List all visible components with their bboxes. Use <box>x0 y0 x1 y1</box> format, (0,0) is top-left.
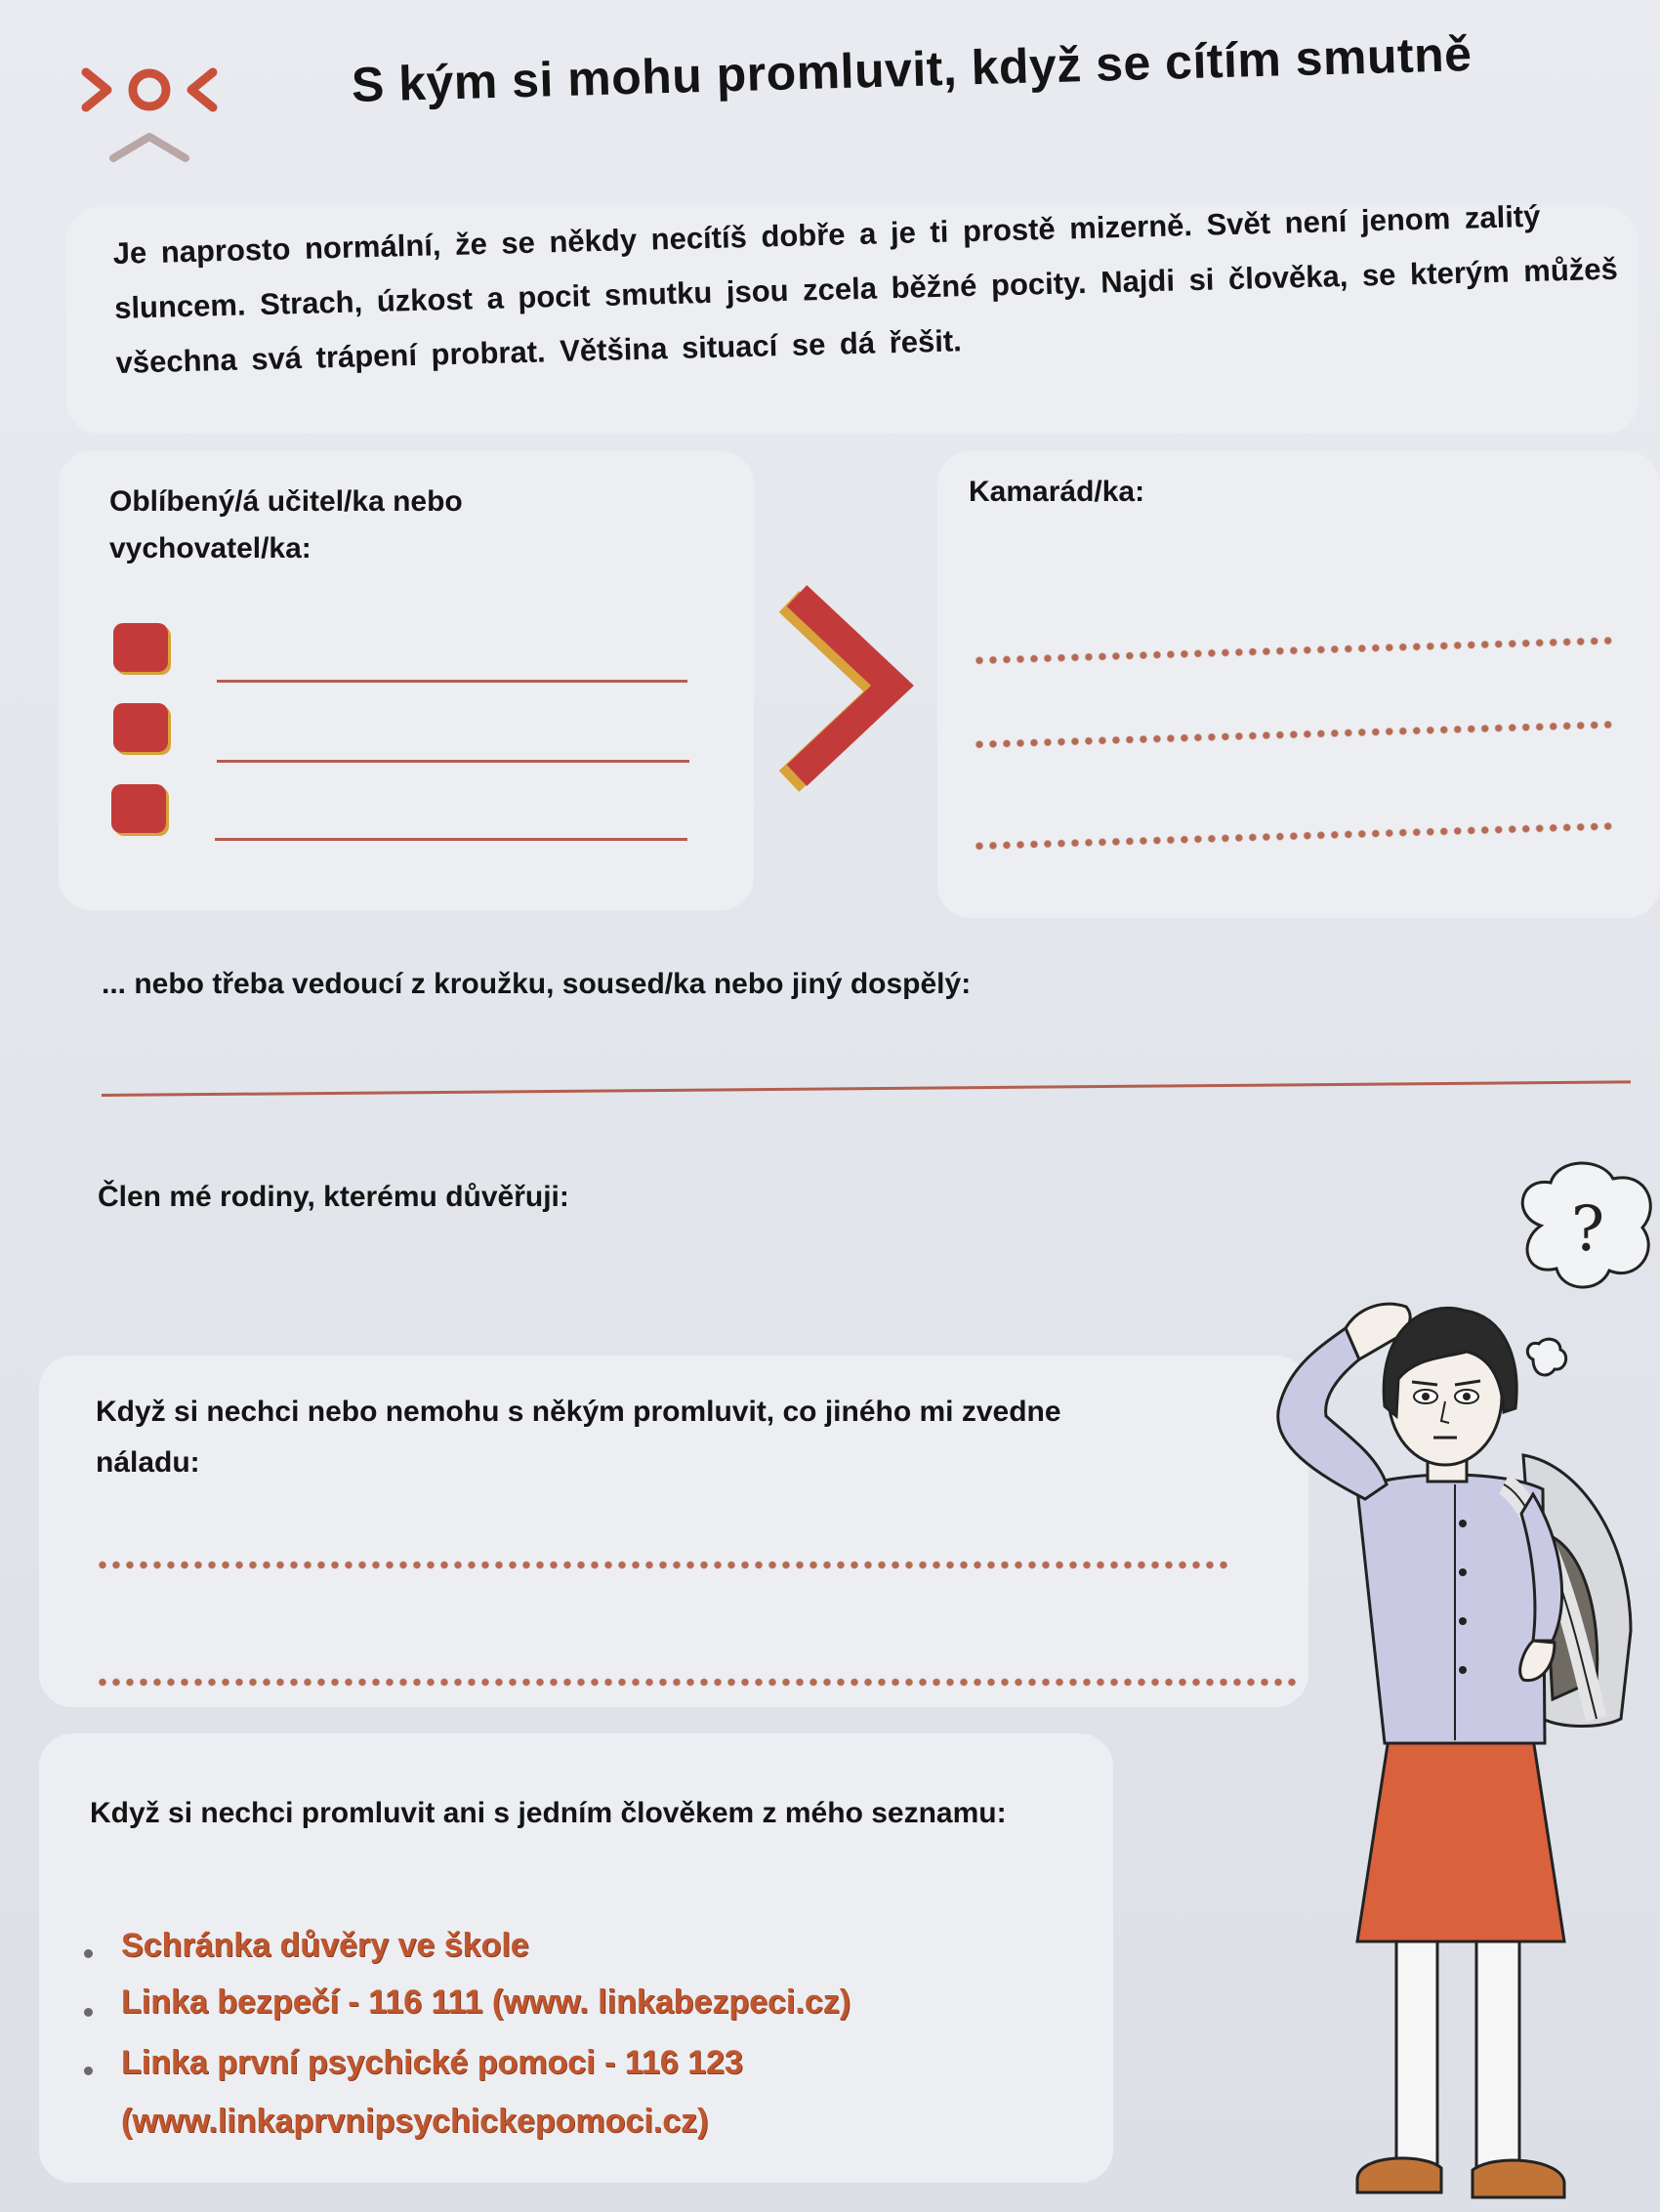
list-bullet <box>84 2008 93 2017</box>
help-item-linka-bezpeci: Linka bezpečí - 116 111 (www. linkabezpeci.cz) <box>121 1983 851 2021</box>
thought-bubble-question: ? <box>1570 1193 1605 1266</box>
list-bullet <box>84 2066 93 2075</box>
other-adult-write-line[interactable] <box>102 1080 1631 1097</box>
logo-mark <box>76 61 223 178</box>
help-label: Když si nechci promluvit ani s jedním člověkem z mého seznamu: <box>90 1797 1007 1829</box>
family-label: Člen mé rodiny, kterému důvěřuji: <box>98 1181 569 1213</box>
square-bullet-icon <box>113 703 168 752</box>
page-title: S kým si mohu promluvit, když se cítím smutně <box>351 25 1473 112</box>
mood-write-line-2[interactable] <box>96 1678 1297 1687</box>
list-bullet <box>84 1949 93 1958</box>
square-bullet-icon <box>111 784 166 833</box>
teacher-write-line-2[interactable] <box>217 760 689 763</box>
teacher-write-line-3[interactable] <box>215 838 687 841</box>
other-adult-label: ... nebo třeba vedoucí z kroužku, soused/ka nebo jiný dospělý: <box>102 968 972 1000</box>
mood-label: Když si nechci nebo nemohu s někým promluvit, co jiného mi zvedne náladu: <box>96 1396 1061 1479</box>
intro-text: Je naprosto normální, že se někdy necítíš dobře a je ti prostě mizerně. Svět není jenom zalitý sluncem. Strach, úzkost a pocit smutku jsou zcela běžné pocity. Najdi si člověka, se kterým můžeš všechna svá trápení probrat. Většina situací se dá řešit. <box>112 198 1619 380</box>
chevron-right-icon <box>773 578 920 793</box>
help-item-school-box: Schránka důvěry ve škole <box>121 1927 529 1964</box>
square-bullet-icon <box>113 623 168 672</box>
girl-illustration <box>1211 1289 1660 2212</box>
teacher-write-line-1[interactable] <box>217 680 687 683</box>
mood-write-line-1[interactable] <box>96 1561 1228 1569</box>
help-item-linka-prvni-pomoci: Linka první psychické pomoci - 116 123 (www.linkaprvnipsychickepomoci.cz) <box>121 2044 743 2140</box>
teacher-label: Oblíbený/á učitel/ka nebo vychovatel/ka: <box>109 485 463 564</box>
friend-label: Kamarád/ka: <box>969 476 1145 508</box>
